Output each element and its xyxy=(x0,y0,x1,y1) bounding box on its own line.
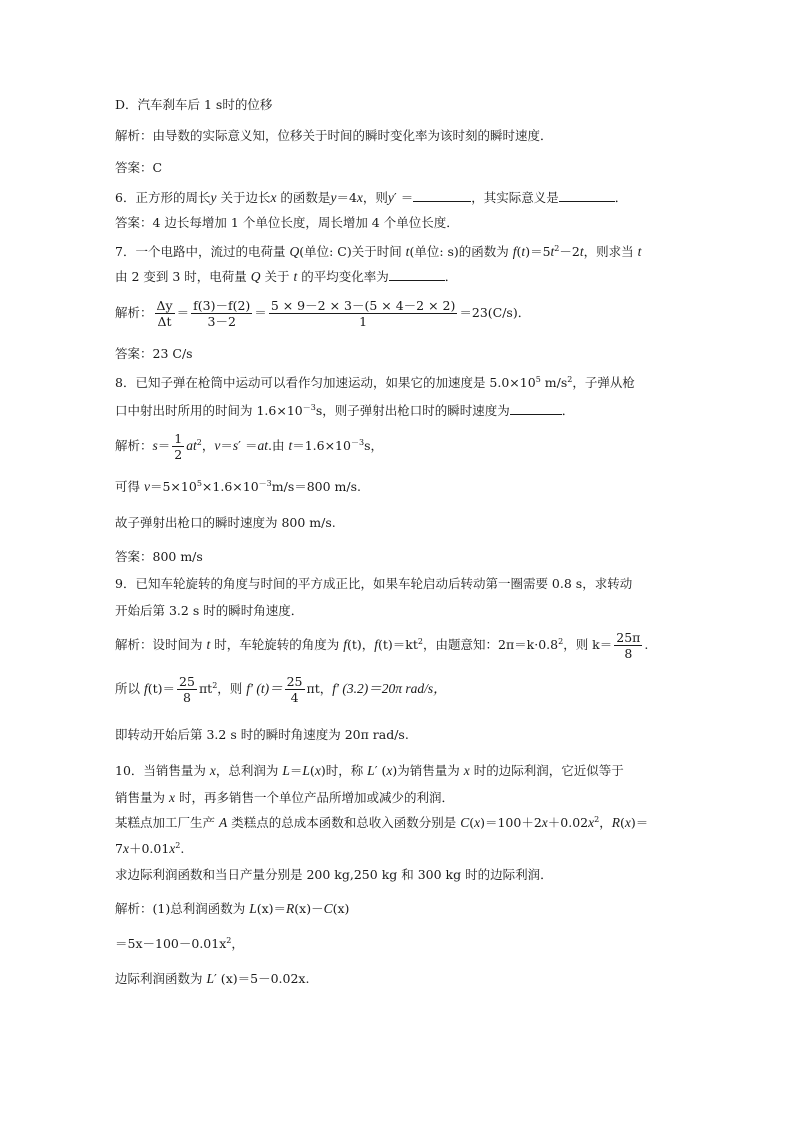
question-8-line: 8．已知子弹在枪筒中运动可以看作匀加速运动，如果它的加速度是 $5.0\times 10^5$ $m/s^2$，子弹从枪 xyxy=(115,374,635,390)
fraction: $\frac{25}{4}$ xyxy=(286,674,303,705)
question-9-line: 9．已知车轮旋转的角度与时间的平方成正比，如果车轮启动后转动第一圈需要 0.8 s，求转动 xyxy=(115,576,633,591)
analysis-line: 解析：(1)总利润函数为 L(x)＝R(x)－C(x) xyxy=(115,901,350,916)
analysis-label: 解析： xyxy=(115,637,153,652)
fraction: $\frac{25\pi}{8}$ xyxy=(616,630,641,661)
analysis-label: 解析： xyxy=(115,128,153,143)
analysis-line: $=5x-100-0.01x^2$， xyxy=(115,935,244,951)
question-10-line: 10．当销售量为 x，总利润为 L＝L(x)时，称 L′ (x)为销售量为 x 时的边际利润，它近似等于 xyxy=(115,763,624,778)
question-10-line-5: 求边际利润函数和当日产量分别是 200 kg,250 kg 和 300 kg 时的边际利润． xyxy=(115,867,553,882)
analysis-line xyxy=(115,128,553,144)
fraction: $\frac{1}{2}$ xyxy=(174,431,183,462)
answer-blank xyxy=(559,189,615,202)
question-7-line: 7．一个电路中，流过的电荷量 Q(单位: C)关于时间 t(单位: s)的函数为 $f(t)=5t^2-2t$，则求当 t xyxy=(115,243,642,259)
question-10-line-4: $7x+0.01x^2$. xyxy=(115,840,185,856)
answer-line: 答案：23 C/s xyxy=(115,346,193,361)
analysis-line: 边际利润函数为 L′ (x)＝5－0.02x. xyxy=(115,971,310,986)
analysis-formula-line: 解析：s＝ $\frac{1}{2}$ $at^2$，v＝s′ ＝at.由 $t=1.6\times 10^{-3}s$， xyxy=(115,431,383,462)
analysis-line: 故子弹射出枪口的瞬时速度为 800 m/s. xyxy=(115,515,336,530)
question-8-line-2: 口中射出时所用的时间为 $1.6\times 10^{-3}s$，则子弹射出枪口时的瞬时速度为 ． xyxy=(115,402,575,418)
analysis-label: 解析： xyxy=(115,305,153,320)
answer-blank xyxy=(389,268,445,281)
answer-line: 答案：C xyxy=(115,160,163,175)
analysis-formula-line: 解析：设时间为 t 时，车轮旋转的角度为 f(t)，$f(t)=kt^2$，由题意知：$2\pi=k\cdot 0.8^2$，则 k＝ $\frac{25\pi}{8}$ . xyxy=(115,630,649,661)
question-10-line-2: 销售量为 x 时，再多销售一个单位产品所增加或减少的利润． xyxy=(115,790,454,805)
answer-line: 答案：4 边长每增加 1 个单位长度，周长增加 4 个单位长度． xyxy=(115,215,459,230)
analysis-line: 可得 $v=5\times 10^5\times 1.6\times 10^{-3}m/s=800$ m/s. xyxy=(115,478,362,494)
analysis-formula-line: 所以 f(t)＝ $\frac{25}{8}$ $\pi t^2$，则 f′ (t)＝ $\frac{25}{4}$ πt，f′ (3.2)＝20π rad/s， xyxy=(115,674,447,705)
analysis-line: 即转动开始后第 3.2 s 时的瞬时角速度为 20π rad/s. xyxy=(115,727,409,742)
question-7-line-2: 由 2 变到 3 时，电荷量 Q 关于 t 的平均变化率为 ． xyxy=(115,269,458,284)
question-6-line: 6．正方形的周长y 关于边长x 的函数是y＝4x，则y′ ＝ ，其实际意义是 ． xyxy=(115,190,628,205)
option-d-line: D．汽车刹车后 1 s时的位移 xyxy=(115,97,273,112)
answer-line: 答案：800 m/s xyxy=(115,549,203,564)
fraction: $\frac{f(3)-f(2)}{3-2}$ xyxy=(193,298,251,329)
answer-blank xyxy=(413,189,471,202)
analysis-label: 解析： xyxy=(115,901,153,916)
analysis-label: 解析： xyxy=(115,438,153,453)
analysis-text: 由导数的实际意义知，位移关于时间的瞬时变化率为该时刻的瞬时速度． xyxy=(152,128,553,143)
fraction: $\frac{\Delta y}{\Delta t}$ xyxy=(156,298,173,329)
question-9-line-2: 开始后第 3.2 s 时的瞬时角速度． xyxy=(115,603,304,618)
fraction: $\frac{5 \times 9-2 \times 3-(5 \times 4-2 \times 2)}{1}$ xyxy=(270,298,456,329)
analysis-formula-line: 解析： $\frac{\Delta y}{\Delta t}$ ＝ $\frac{f(3)-f(2)}{3-2}$ ＝ $\frac{5 \times 9-2 \times 3-(5 \times 4-2 \times 2)}{1}$ ＝23(C/s)． xyxy=(115,298,531,329)
answer-blank xyxy=(510,402,562,415)
fraction: $\frac{25}{8}$ xyxy=(179,674,195,705)
question-10-line-3: 某糕点加工厂生产 A 类糕点的总成本函数和总收入函数分别是 $C(x)=100+2x+0.02x^2$，R(x)＝ xyxy=(115,814,649,830)
